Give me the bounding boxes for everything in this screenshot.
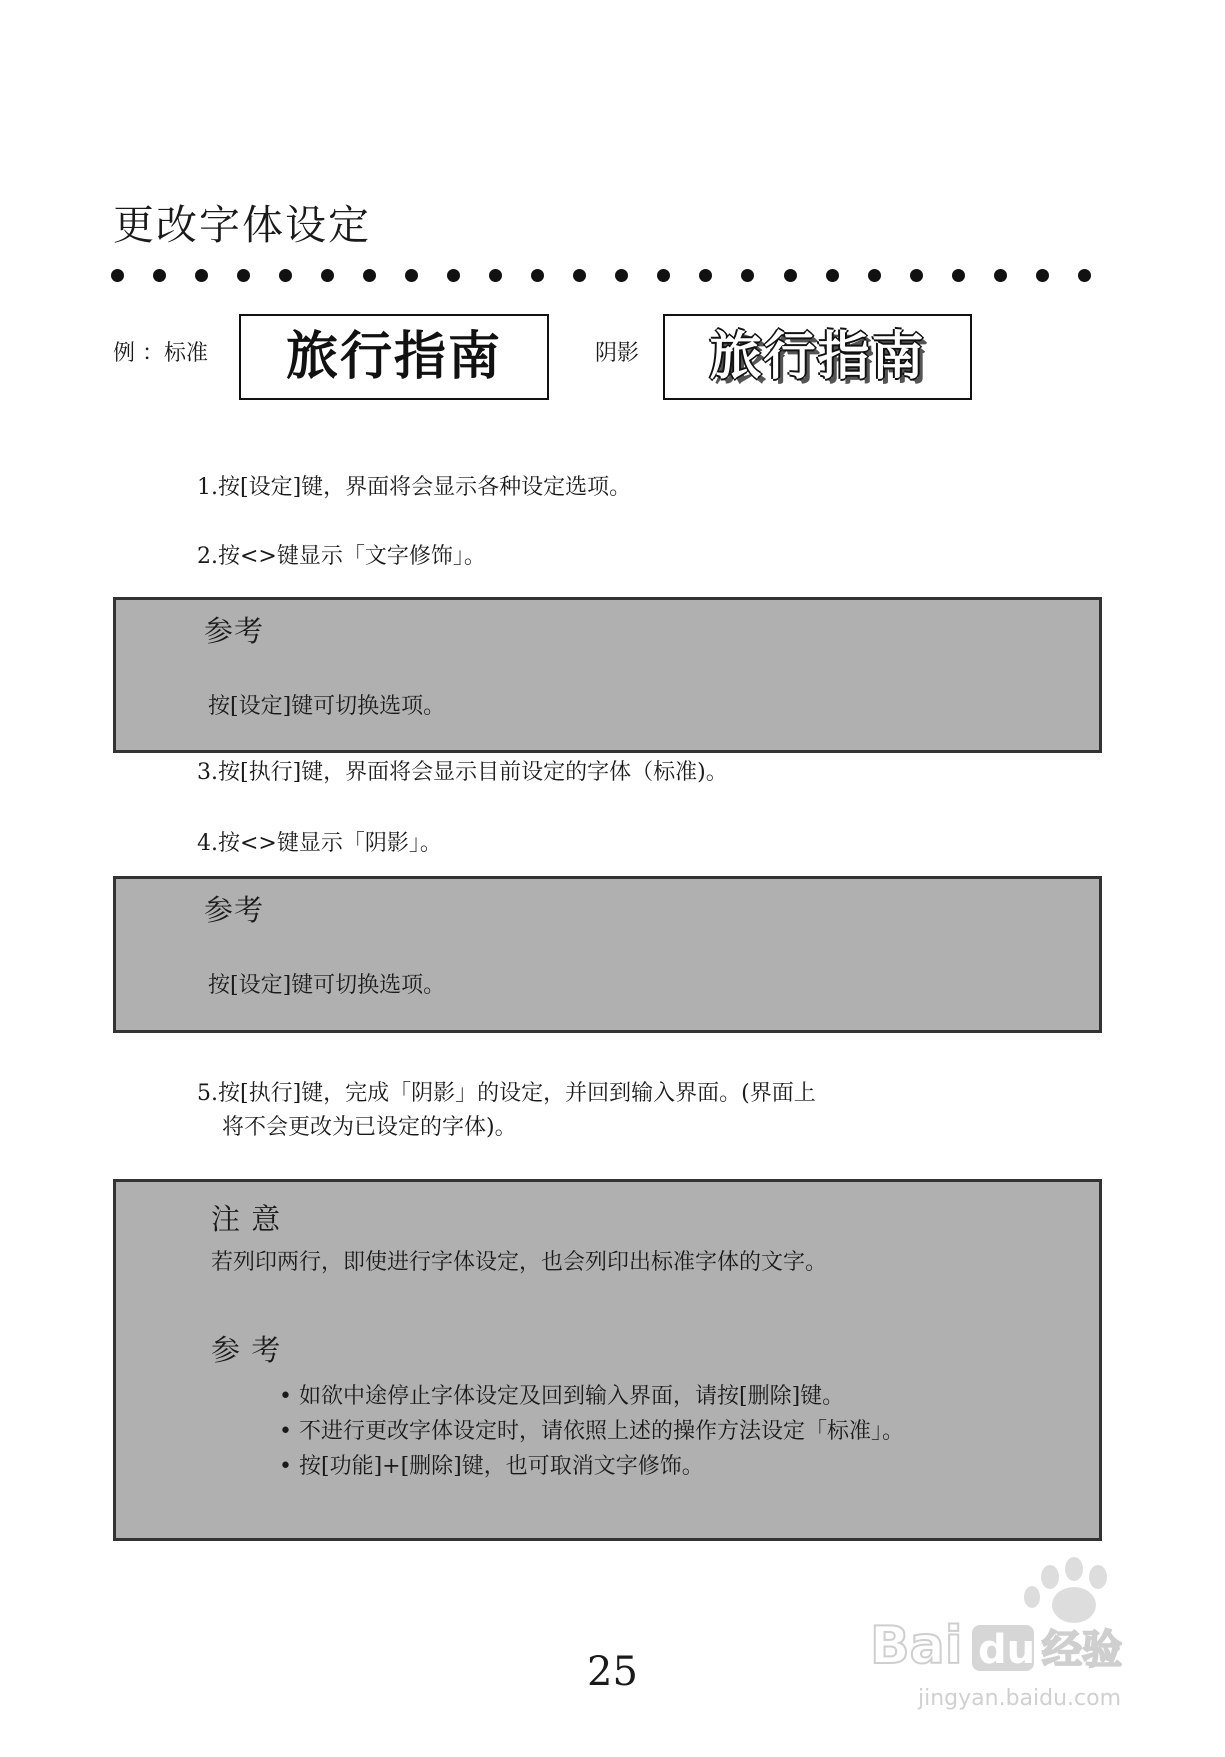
page-title: 更改字体设定 xyxy=(113,201,371,249)
reference-box-1 xyxy=(113,597,1102,753)
step-2: 2.按<>键显示「文字修饰」。 xyxy=(197,544,486,569)
notice-box xyxy=(113,1179,1102,1541)
svg-text:jingyan.baidu.com: jingyan.baidu.com xyxy=(918,1686,1122,1711)
step-3: 3.按[执行]键，界面将会显示目前设定的字体（标准)。 xyxy=(197,760,728,785)
reference-heading: 参考 xyxy=(204,614,265,648)
list-item: • 如欲中途停止字体设定及回到输入界面，请按[删除]键。 xyxy=(279,1379,904,1414)
notice-reference-heading: 参 考 xyxy=(211,1333,282,1367)
shadow-label: 阴影 xyxy=(595,341,640,366)
dotted-divider xyxy=(111,266,1091,284)
reference-heading: 参考 xyxy=(204,893,265,927)
reference-text: 按[设定]键可切换选项。 xyxy=(208,694,446,719)
step-1: 1.按[设定]键，界面将会显示各种设定选项。 xyxy=(197,475,632,500)
svg-text:Bai: Bai xyxy=(870,1616,963,1676)
svg-text:du: du xyxy=(978,1627,1036,1673)
list-item: • 按[功能]+[删除]键，也可取消文字修饰。 xyxy=(279,1449,904,1484)
page-number: 25 xyxy=(587,1649,638,1695)
notice-heading: 注 意 xyxy=(211,1202,282,1236)
baidu-watermark-logo xyxy=(860,1555,1150,1725)
shadow-font-sample: 旅行指南 xyxy=(663,314,972,400)
reference-box-2 xyxy=(113,876,1102,1033)
notice-reference-list xyxy=(279,1379,904,1484)
example-label: 例 ：标准 xyxy=(113,341,208,366)
reference-text: 按[设定]键可切换选项。 xyxy=(208,973,446,998)
step-4: 4.按<>键显示「阴影」。 xyxy=(197,831,442,856)
normal-font-sample: 旅行指南 xyxy=(239,314,549,400)
notice-text: 若列印两行，即使进行字体设定，也会列印出标准字体的文字。 xyxy=(211,1250,828,1275)
svg-text:经验: 经验 xyxy=(1042,1627,1122,1673)
list-item: • 不进行更改字体设定时，请依照上述的操作方法设定「标准」。 xyxy=(279,1414,904,1449)
step-5-line-2: 将不会更改为已设定的字体)。 xyxy=(222,1115,517,1140)
step-5-line-1: 5.按[执行]键，完成「阴影」的设定，并回到输入界面。(界面上 xyxy=(197,1081,816,1106)
